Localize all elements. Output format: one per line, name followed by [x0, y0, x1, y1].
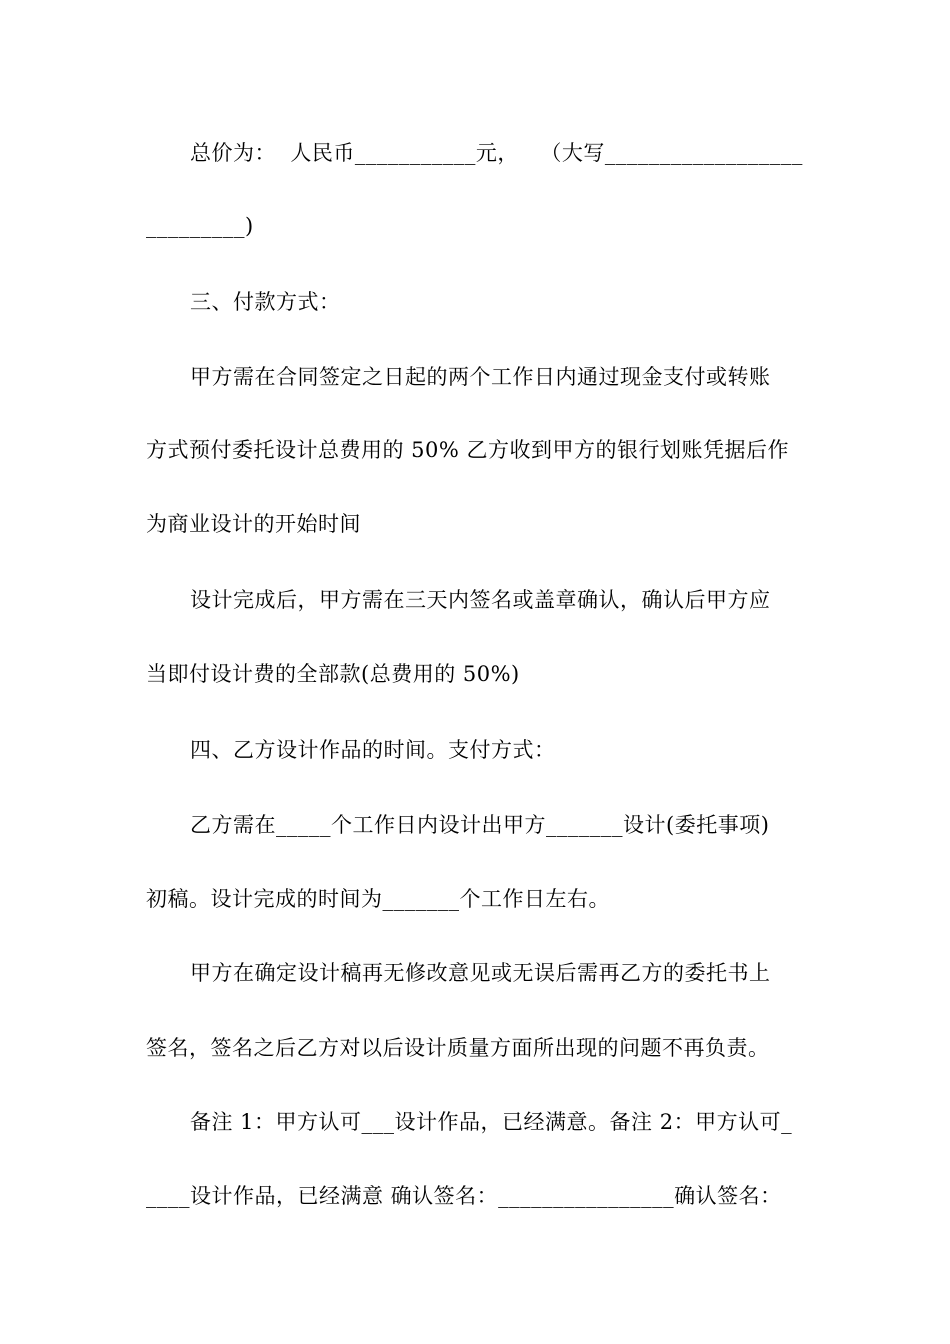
- paragraph-line: 签名，签名之后乙方对以后设计质量方面所出现的问题不再负责。: [146, 1036, 770, 1060]
- paragraph-line: 初稿。设计完成的时间为_______个工作日左右。: [146, 887, 610, 911]
- section-heading-design-time: 四、乙方设计作品的时间。支付方式：: [190, 738, 556, 762]
- paragraph-line: 设计完成后，甲方需在三天内签名或盖章确认，确认后甲方应: [190, 588, 771, 612]
- paragraph-line: 方式预付委托设计总费用的 50% 乙方收到甲方的银行划账凭据后作: [146, 438, 790, 462]
- section-heading-payment: 三、付款方式：: [190, 290, 341, 314]
- paragraph-line: 当即付设计费的全部款(总费用的 50%): [146, 662, 520, 686]
- paragraph-line: 为商业设计的开始时间: [146, 512, 361, 536]
- paragraph-line: 甲方需在合同签定之日起的两个工作日内通过现金支付或转账: [190, 365, 771, 389]
- total-price-line: 总价为： 人民币___________元， （大写__________________: [190, 141, 803, 165]
- paragraph-line: 甲方在确定设计稿再无修改意见或无误后需再乙方的委托书上: [190, 961, 771, 985]
- paragraph-line: 乙方需在_____个工作日内设计出甲方_______设计(委托事项): [190, 813, 770, 837]
- total-price-continuation: _________): [146, 214, 254, 238]
- remarks-line: 备注 1：甲方认可___设计作品，已经满意。备注 2：甲方认可_: [190, 1110, 793, 1134]
- signature-line: ____设计作品，已经满意 确认签名：________________确认签名：: [146, 1184, 782, 1208]
